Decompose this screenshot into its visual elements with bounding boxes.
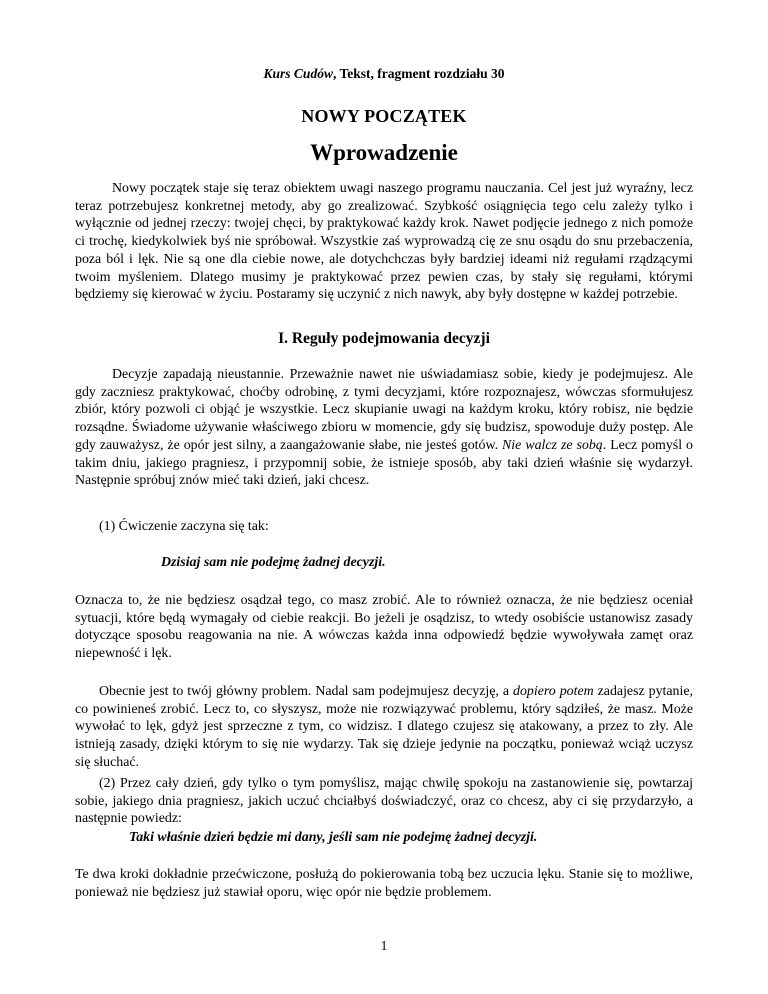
section-heading: I. Reguły podejmowania decyzji — [278, 330, 490, 347]
intro-paragraph: Nowy początek staje się teraz obiektem uwagi naszego programu nauczania. Cel jest już wyraźny, lecz teraz potrzebujesz konkretnej metody, aby go zrealizować. Szybkość osiągnięcia tego celu zależy tylko i wyłącznie od jednej rzeczy: twojej chęci, by praktykować każdy krok. Nawet podjęcie jednego z nich pomoże ci trochę, kiedykolwiek byś nie spróbował. Wszystkie zaś wyprowadzą cię ze snu osądu do snu przebaczenia, poza ból i lęk. Nie są one dla ciebie nowe, ale dotychchczas były bardziej ideami niż regułami rządzącymi twoim myśleniem. Dlatego musimy je praktykować przez pewien czas, by stały się regułami, którymi będziemy się kierować w życiu. Postaramy się uczynić z nich nawyk, aby były dostępne w każdej potrzebie. — [75, 181, 693, 303]
quote-1: Dzisiaj sam nie podejmę żadnej decyzji. — [161, 555, 386, 570]
chapter-title: NOWY POCZĄTEK — [301, 106, 467, 126]
step1-intro: (1) Ćwiczenie zaczyna się tak: — [99, 519, 269, 534]
document-header — [75, 66, 693, 82]
after-quote1-paragraph: Oznacza to, że nie będziesz osądzał tego, co masz zrobić. Ale to również oznacza, że nie będziesz oceniał sytuacji, które będą wymagały od ciebie reakcji. Bo jeżeli je osądzisz, to wtedy osobiście ustanowisz zasady dotyczące sposobu reagowania na nie. A wówczas każda inna odpowiedź będzie wywoływała zamęt oraz niepewność i lęk. — [75, 593, 693, 662]
section-paragraph — [75, 366, 693, 490]
section-paragraph-text-a: Decyzje zapadają nieustannie. Przeważnie nawet nie uświadamiasz sobie, kiedy je podejmujesz. Ale gdy zaczniesz praktykować, choćby odrobinę, z tymi decyzjami, które rozpoznajesz, wówczas sformułujesz zbiór, który pozwoli ci objąć je wszystkie. Lecz skupianie uwagi na każdym kroku, który robisz, nie będzie rozsądne. Świadome używanie właściwego zbioru w momencie, gdy się budzisz, spowoduje duży postęp. Ale gdy zauważysz, że opór jest silny, a zaangażowanie słabe, nie jesteś gotów. — [75, 367, 693, 453]
section-paragraph-text-b: . Lecz pomyśl o takim dniu, jakiego pragniesz, i przypomnij sobie, że istnieje sposób, aby taki dzień właśnie się wydarzył. Następnie spróbuj znów mieć taki dzień, jaki chcesz. — [75, 437, 693, 489]
quote-2: Taki właśnie dzień będzie mi dany, jeśli sam nie podejmę żadnej decyzji. — [129, 830, 538, 845]
section-paragraph-italic: Nie walcz ze sobą — [502, 437, 603, 453]
step2-paragraph: (2) Przez cały dzień, gdy tylko o tym pomyślisz, mając chwilę spokoju na zastanowienie się, powtarzaj sobie, jakiego dnia pragniesz, jakich uczuć chciałbyś doświadczyć, oraz co chcesz, aby ci się przydarzyło, a następnie powiedz: — [75, 776, 693, 827]
problem-paragraph — [75, 683, 693, 772]
page-number: 1 — [380, 938, 388, 953]
closing-paragraph: Te dwa kroki dokładnie przećwiczone, posłużą do pokierowania tobą bez uczucia lęku. Stanie się to możliwe, ponieważ nie będziesz już stawiał oporu, więc opór nie będzie problemem. — [75, 867, 693, 900]
problem-paragraph-text-b: zadajesz pytanie, co powinieneś zrobić. Lecz to, co słyszysz, może nie rozwiązywać problemu, który sądziłeś, że masz. Może wywołać to lęk, gdyż jest sprzeczne z tym, co widzisz. I dlatego czujesz się atakowany, a przez to zły. Ale istnieją zasady, dzięki którym to się nie wydarzy. Tak się dzieje jedynie na początku, ponieważ wciąż uczysz się słuchać. — [75, 684, 694, 770]
header-rest: , Tekst, fragment rozdziału 30 — [332, 66, 505, 81]
book-title: Kurs Cudów — [263, 66, 333, 81]
chapter-subtitle: Wprowadzenie — [310, 140, 458, 165]
problem-paragraph-text-a: Obecnie jest to twój główny problem. Nadal sam podejmujesz decyzję, a — [99, 684, 514, 699]
problem-paragraph-italic: dopiero potem — [513, 684, 594, 699]
